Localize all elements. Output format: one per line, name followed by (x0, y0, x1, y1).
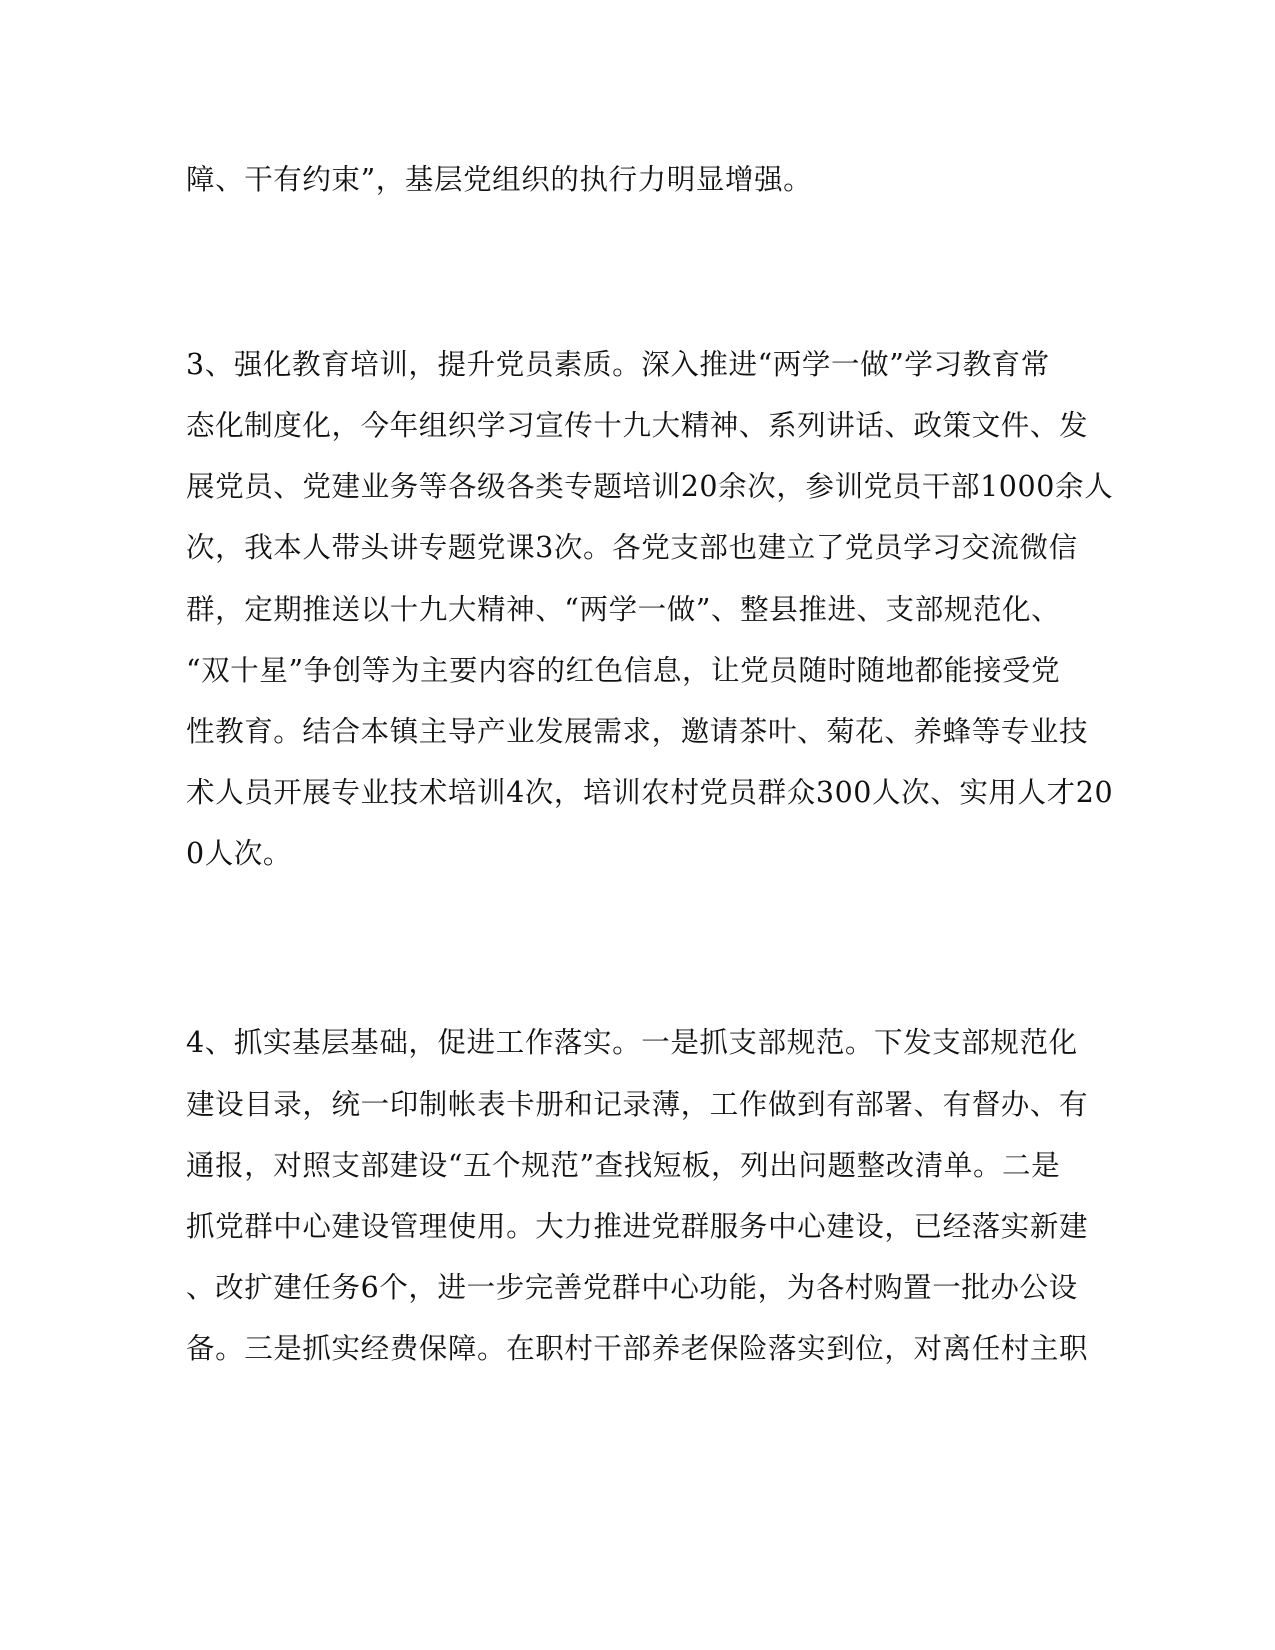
text-line: 术人员开展专业技术培训4次，培训农村党员群众300人次、实用人才20 (186, 776, 1114, 809)
text-line: 、改扩建任务6个，进一步完善党群中心功能，为各村购置一批办公设 (186, 1271, 1078, 1304)
text-line: 群，定期推送以十九大精神、“两学一做”、整县推进、支部规范化、 (186, 593, 1061, 626)
text-line: 次，我本人带头讲专题党课3次。各党支部也建立了党员学习交流微信 (186, 531, 1078, 564)
text-line: 抓党群中心建设管理使用。大力推进党群服务中心建设，已经落实新建 (186, 1210, 1089, 1243)
text-line: 备。三是抓实经费保障。在职村干部养老保险落实到位，对离任村主职 (186, 1332, 1089, 1365)
text-line: 性教育。结合本镇主导产业发展需求，邀请茶叶、菊花、养蜂等专业技 (186, 715, 1089, 748)
text-line: 障、干有约束”，基层党组织的执行力明显增强。 (186, 163, 813, 196)
text-line: 0人次。 (186, 837, 293, 870)
text-line: 态化制度化，今年组织学习宣传十九大精神、系列讲话、政策文件、发 (186, 409, 1089, 442)
text-line: “双十星”争创等为主要内容的红色信息，让党员随时随地都能接受党 (186, 654, 1061, 687)
text-line: 通报，对照支部建设“五个规范”查找短板，列出问题整改清单。二是 (186, 1149, 1061, 1182)
text-line: 展党员、党建业务等各级各类专题培训20余次，参训党员干部1000余人 (186, 470, 1114, 503)
text-line: 4、抓实基层基础，促进工作落实。一是抓支部规范。下发支部规范化 (186, 1026, 1078, 1059)
text-line: 3、强化教育培训，提升党员素质。深入推进“两学一做”学习教育常 (186, 348, 1050, 381)
text-line: 建设目录，统一印制帐表卡册和记录薄，工作做到有部署、有督办、有 (186, 1088, 1089, 1121)
